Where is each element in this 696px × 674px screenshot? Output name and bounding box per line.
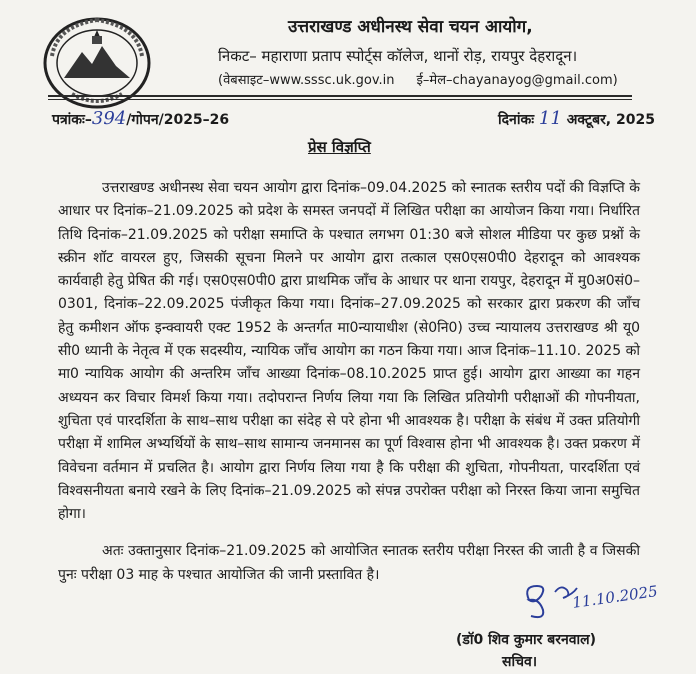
email-text: ई–मेल–chayanayog@gmail.com) bbox=[416, 73, 618, 88]
reference-suffix: /गोपन/2025–26 bbox=[126, 112, 230, 128]
organization-address: निकट– महाराणा प्रताप स्पोर्ट्स कॉलेज, थानों रोड़, रायपुर देहरादून। bbox=[218, 47, 578, 65]
document-heading: प्रेस विज्ञप्ति bbox=[308, 138, 371, 156]
date-suffix: अक्टूबर, 2025 bbox=[566, 112, 655, 128]
date-handwritten-day: 11 bbox=[538, 108, 562, 129]
reference-number bbox=[52, 108, 229, 129]
signatory-name: (डॉ0 शिव कुमार बरनवाल) bbox=[456, 632, 597, 648]
signature-date: 11.10.2025 bbox=[571, 582, 659, 612]
reference-prefix: पत्रांकः– bbox=[52, 112, 92, 128]
body-paragraph-1 bbox=[58, 177, 640, 526]
header-divider bbox=[48, 95, 632, 97]
letter-date bbox=[498, 108, 655, 129]
organization-name: उत्तराखण्ड अधीनस्थ सेवा चयन आयोग, bbox=[288, 17, 533, 37]
website-text: (वेबसाइट–www.sssc.uk.gov.in bbox=[218, 73, 395, 88]
date-prefix: दिनांकः bbox=[498, 112, 535, 128]
paragraph-1-text: उत्तराखण्ड अधीनस्थ सेवा चयन आयोग द्वारा दिनांक–09.04.2025 को स्नातक स्तरीय पदों की विज्ञप्ति के आधार पर दिनांक–21.09.2025 को प्रदेश के समस्त जनपदों में लिखित परीक्षा का आयोजन किया गया। निर्धारित तिथि दिनांक–21.09.2025 को परीक्षा समाप्ति के पश्चात लगभग 01:30 बजे सोशल मीडिया पर कुछ प्रश्नों के स्क्रीन शॉट वायरल हुए, जिसकी सूचना मिलने पर आयोग द्वारा तत्काल एस0एस0पी0 देहरादून को आवश्यक कार्यवाही हेतु प्रेषित की गई। एस0एस0पी0 द्वारा प्राथमिक जाँच के आधार पर थाना रायपुर, देहरादून में मु0अ0सं0–0301, दिनांक–22.09.2025 पंजीकृत किया गया। दिनांक–27.09.2025 को सरकार द्वारा प्रकरण की जाँच हेतु कमीशन ऑफ इन्क्वायरी एक्ट 1952 के अन्तर्गत मा0न्यायाधीश (से0नि0) उच्च न्यायालय उत्तराखण्ड श्री यू0 सी0 ध्यानी के नेतृत्व में एक सदस्यीय, न्यायिक जाँच आयोग का गठन किया गया। आज दिनांक–11.10. 2025 को मा0 न्यायिक आयोग की अन्तरिम जाँच आख्या दिनांक–08.10.2025 प्राप्त हुई। आयोग द्वारा आख्या का गहन अध्ययन कर विचार विमर्श किया गया। तदोपरान्त निर्णय लिया गया कि लिखित प्रतियोगी परीक्षाओं की गोपनीयता, शुचिता एवं पारदर्शिता के साथ–साथ परीक्षा का संदेह से परे होना भी आवश्यक है। परीक्षा के संबंध में उक्त प्रतियोगी परीक्षा में शामिल अभ्यर्थियों के साथ–साथ सामान्य जनमानस का पूर्ण विश्वास होना भी आवश्यक है। उक्त प्रकरण में विवेचना वर्तमान में प्रचलित है। आयोग द्वारा निर्णय लिया गया है कि परीक्षा की शुचिता, गोपनीयता, पारदर्शिता एवं विश्वसनीयता बनाये रखने के लिए दिनांक–21.09.2025 को संपन्न उपरोक्त परीक्षा को निरस्त किया जाना समुचित होगा। bbox=[58, 180, 640, 523]
reference-handwritten-number: 394 bbox=[91, 108, 127, 129]
contact-line bbox=[218, 70, 618, 88]
signatory-designation: सचिव। bbox=[502, 654, 538, 670]
paragraph-2-text: अतः उक्तानुसार दिनांक–21.09.2025 को आयोजित स्नातक स्तरीय परीक्षा निरस्त की जाती है व जिसकी पुनः परीक्षा 03 माह के पश्चात आयोजित की जानी प्रस्तावित है। bbox=[58, 543, 640, 583]
header-divider-thin bbox=[48, 99, 632, 100]
